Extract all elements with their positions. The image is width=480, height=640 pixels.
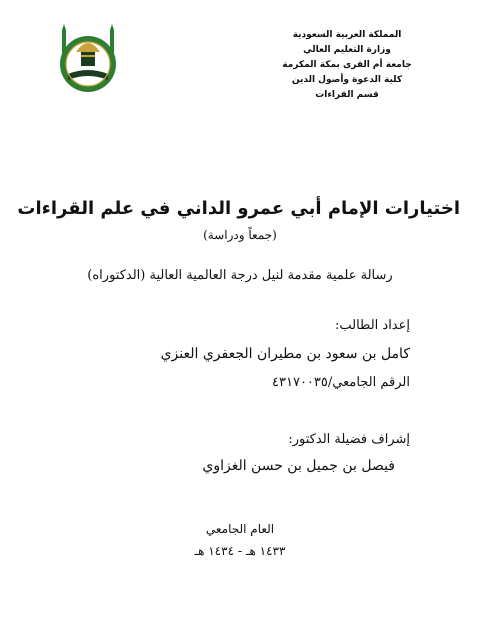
thesis-subtitle: (جمعاً ودراسة) [203, 228, 277, 242]
academic-year-label: العام الجامعي [205, 522, 275, 536]
header-ministry: وزارة التعليم العالي [303, 45, 391, 55]
thesis-title: اختيارات الإمام أبي عمرو الداني في علم القراءات [17, 198, 460, 219]
header-country: المملكة العربية السعودية [292, 30, 402, 40]
institution-header [272, 28, 422, 103]
academic-year-value: ١٤٣٣ هـ - ١٤٣٤ هـ [194, 544, 286, 558]
supervisor-name: فيصل بن جميل بن حسن الغزاوي [202, 458, 395, 474]
header-college: كلية الدعوة وأصول الدين [291, 75, 403, 85]
header-university: جامعة أم القرى بمكة المكرمة [282, 60, 412, 70]
header-department: قسم القراءات [315, 90, 379, 100]
university-logo-icon [52, 24, 124, 96]
thesis-purpose: رسالة علمية مقدمة لنيل درجة العالمية العالية (الدكتوراه) [87, 268, 393, 283]
supervisor-label: إشراف فضيلة الدكتور: [288, 432, 410, 447]
student-name: كامل بن سعود بن مطيران الجعفري العنزي [160, 346, 410, 362]
student-label: إعداد الطالب: [334, 318, 410, 333]
student-id: الرقم الجامعي/٤٣١٧٠٠٣٥ [272, 375, 410, 390]
